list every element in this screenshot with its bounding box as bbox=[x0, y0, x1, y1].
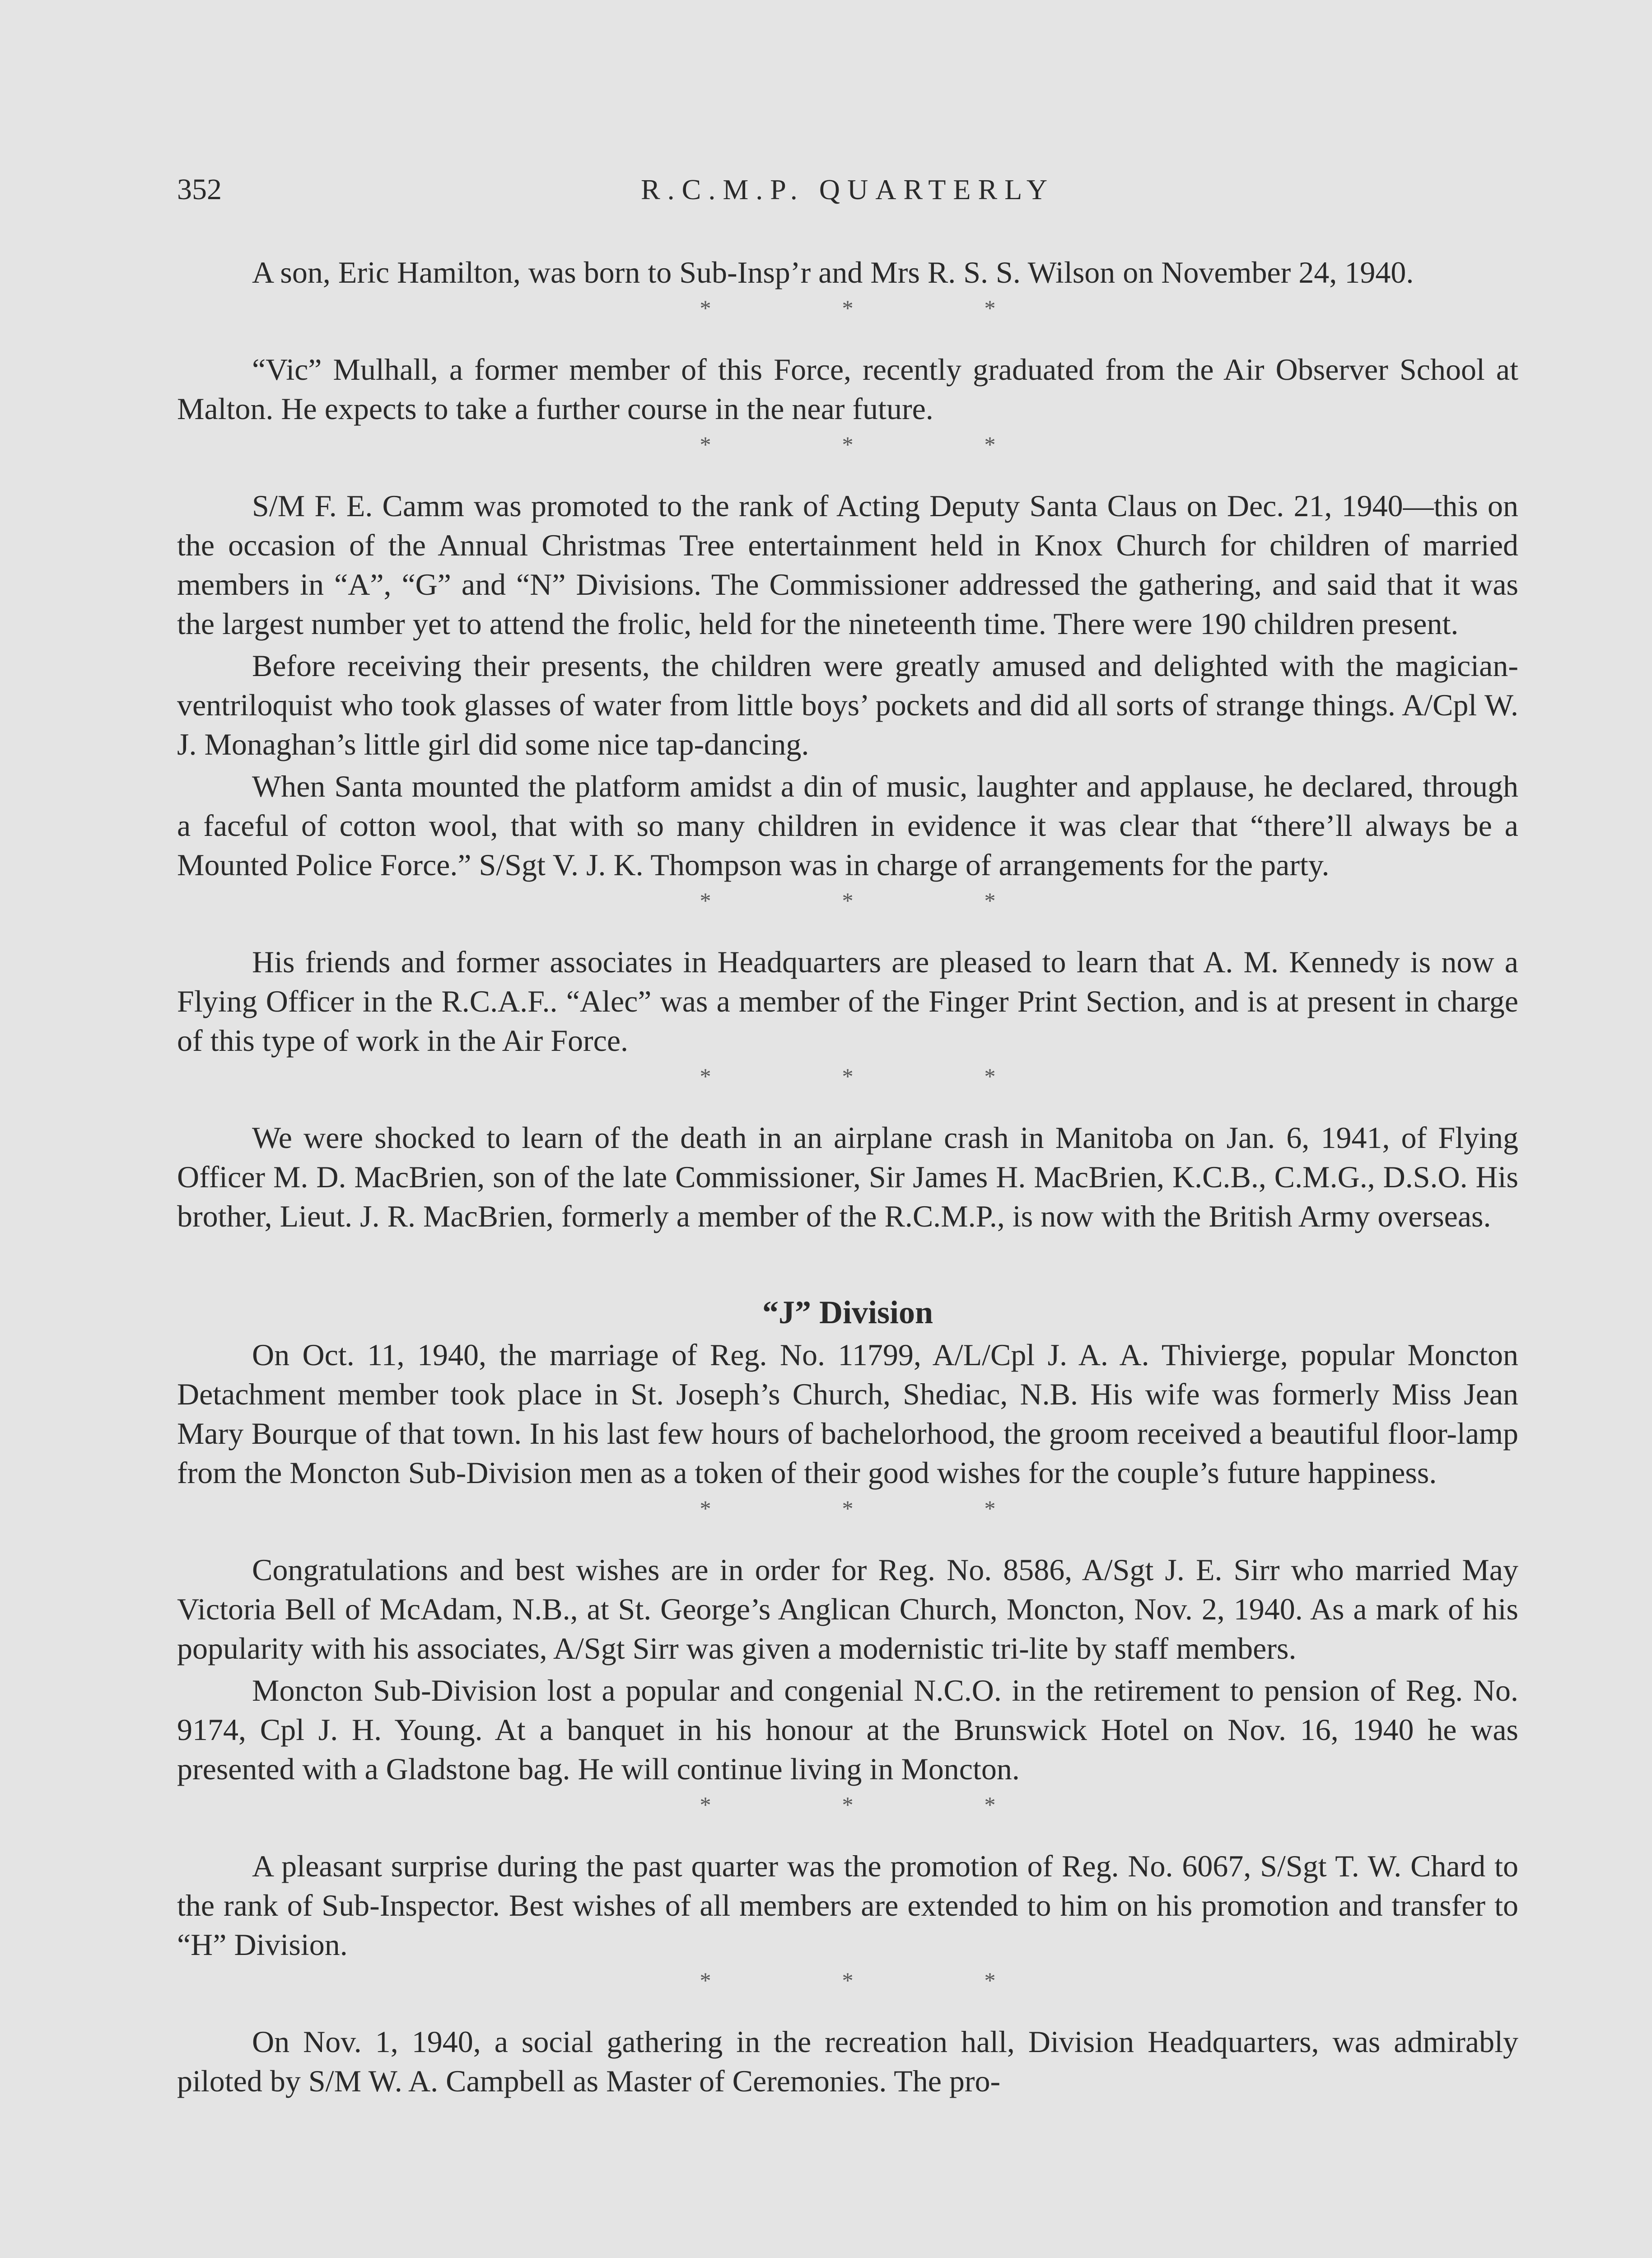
section-separator bbox=[177, 1065, 1518, 1092]
separator-asterisk: * bbox=[842, 1968, 854, 1993]
separator-asterisk: * bbox=[842, 295, 854, 321]
separator-asterisk: * bbox=[842, 1792, 854, 1817]
article-body bbox=[177, 253, 1518, 2101]
section-separator bbox=[177, 1793, 1518, 1820]
section-separator bbox=[177, 297, 1518, 324]
separator-asterisk: * bbox=[700, 1496, 711, 1521]
paragraph: Before receiving their presents, the children were greatly amused and delighted with the magician-ventriloquist who took glasses of water from little boys’ pockets and did all sorts of strange things. A/Cpl W. J. Monaghan’s little girl did some nice tap-dancing. bbox=[177, 648, 1518, 761]
section-separator bbox=[177, 1969, 1518, 1996]
separator-asterisk: * bbox=[842, 432, 854, 457]
paragraph: “Vic” Mulhall, a former member of this Force, recently graduated from the Air Observer School at Malton. He expects to take a further course in the near future. bbox=[177, 352, 1518, 426]
separator-asterisk: * bbox=[984, 295, 996, 321]
paragraph: A son, Eric Hamilton, was born to Sub-Insp’r and Mrs R. S. S. Wilson on November 24, 1940. bbox=[252, 255, 1414, 289]
separator-asterisk: * bbox=[700, 1064, 711, 1089]
section-separator bbox=[177, 889, 1518, 916]
separator-asterisk: * bbox=[700, 295, 711, 321]
paragraph: S/M F. E. Camm was promoted to the rank of Acting Deputy Santa Claus on Dec. 21, 1940—this on the occasion of the Annual Christmas Tree entertainment held in Knox Church for children of married members in “A”, “G” and “N” Divisions. The Commissioner addressed the gathering, and said that it was the largest number yet to attend the frolic, held for the nineteenth time. There were 190 children present. bbox=[177, 489, 1518, 641]
section-heading: “J” Division bbox=[762, 1294, 933, 1330]
separator-asterisk: * bbox=[984, 1064, 996, 1089]
paragraph: Congratulations and best wishes are in order for Reg. No. 8586, A/Sgt J. E. Sirr who married May Victoria Bell of McAdam, N.B., at St. George’s Anglican Church, Moncton, Nov. 2, 1940. As a mark of his popularity with his associates, A/Sgt Sirr was given a modernistic tri-lite by staff members. bbox=[177, 1553, 1518, 1666]
separator-asterisk: * bbox=[984, 1968, 996, 1993]
section-separator bbox=[177, 1497, 1518, 1524]
separator-asterisk: * bbox=[700, 1968, 711, 1993]
section-separator bbox=[177, 433, 1518, 460]
paragraph: Moncton Sub-Division lost a popular and congenial N.C.O. in the retirement to pension of Reg. No. 9174, Cpl J. H. Young. At a banquet in his honour at the Brunswick Hotel on Nov. 16, 1940 he was presented with a Gladstone bag. He will continue living in Moncton. bbox=[177, 1673, 1518, 1786]
separator-asterisk: * bbox=[700, 1792, 711, 1817]
separator-asterisk: * bbox=[842, 888, 854, 913]
paragraph: We were shocked to learn of the death in an airplane crash in Manitoba on Jan. 6, 1941, of Flying Officer M. D. MacBrien, son of the late Commissioner, Sir James H. MacBrien, K.C.B., C.M.G., D.S.O. His brother, Lieut. J. R. MacBrien, formerly a member of the R.C.M.P., is now with the British Army overseas. bbox=[177, 1120, 1518, 1233]
running-title: R.C.M.P. QUARTERLY bbox=[640, 173, 1055, 205]
page-header bbox=[177, 167, 1518, 217]
separator-asterisk: * bbox=[842, 1064, 854, 1089]
paragraph: His friends and former associates in Headquarters are pleased to learn that A. M. Kennedy is now a Flying Officer in the R.C.A.F.. “Alec” was a member of the Finger Print Section, and is at present in charge of this type of work in the Air Force. bbox=[177, 945, 1518, 1058]
paragraph: When Santa mounted the platform amidst a din of music, laughter and applause, he declared, through a faceful of cotton wool, that with so many children in evidence it was clear that “there’ll always be a Mounted Police Force.” S/Sgt V. J. K. Thompson was in charge of arrangements for the party. bbox=[177, 769, 1518, 882]
paragraph: A pleasant surprise during the past quarter was the promotion of Reg. No. 6067, S/Sgt T. W. Chard to the rank of Sub-Inspector. Best wishes of all members are extended to him on his promotion and transfer to “H” Division. bbox=[177, 1849, 1518, 1962]
separator-asterisk: * bbox=[984, 1496, 996, 1521]
paragraph: On Oct. 11, 1940, the marriage of Reg. No. 11799, A/L/Cpl J. A. A. Thivierge, popular Moncton Detachment member took place in St. Joseph’s Church, Shediac, N.B. His wife was formerly Miss Jean Mary Bourque of that town. In his last few hours of bachelorhood, the groom received a beautiful floor-lamp from the Moncton Sub-Division men as a token of their good wishes for the couple’s future happiness. bbox=[177, 1338, 1518, 1490]
separator-asterisk: * bbox=[700, 888, 711, 913]
separator-asterisk: * bbox=[842, 1496, 854, 1521]
separator-asterisk: * bbox=[984, 888, 996, 913]
separator-asterisk: * bbox=[700, 432, 711, 457]
page-number: 352 bbox=[177, 173, 222, 206]
separator-asterisk: * bbox=[984, 1792, 996, 1817]
separator-asterisk: * bbox=[984, 432, 996, 457]
paragraph: On Nov. 1, 1940, a social gathering in the recreation hall, Division Headquarters, was admirably piloted by S/M W. A. Campbell as Master of Ceremonies. The pro- bbox=[177, 2025, 1518, 2098]
